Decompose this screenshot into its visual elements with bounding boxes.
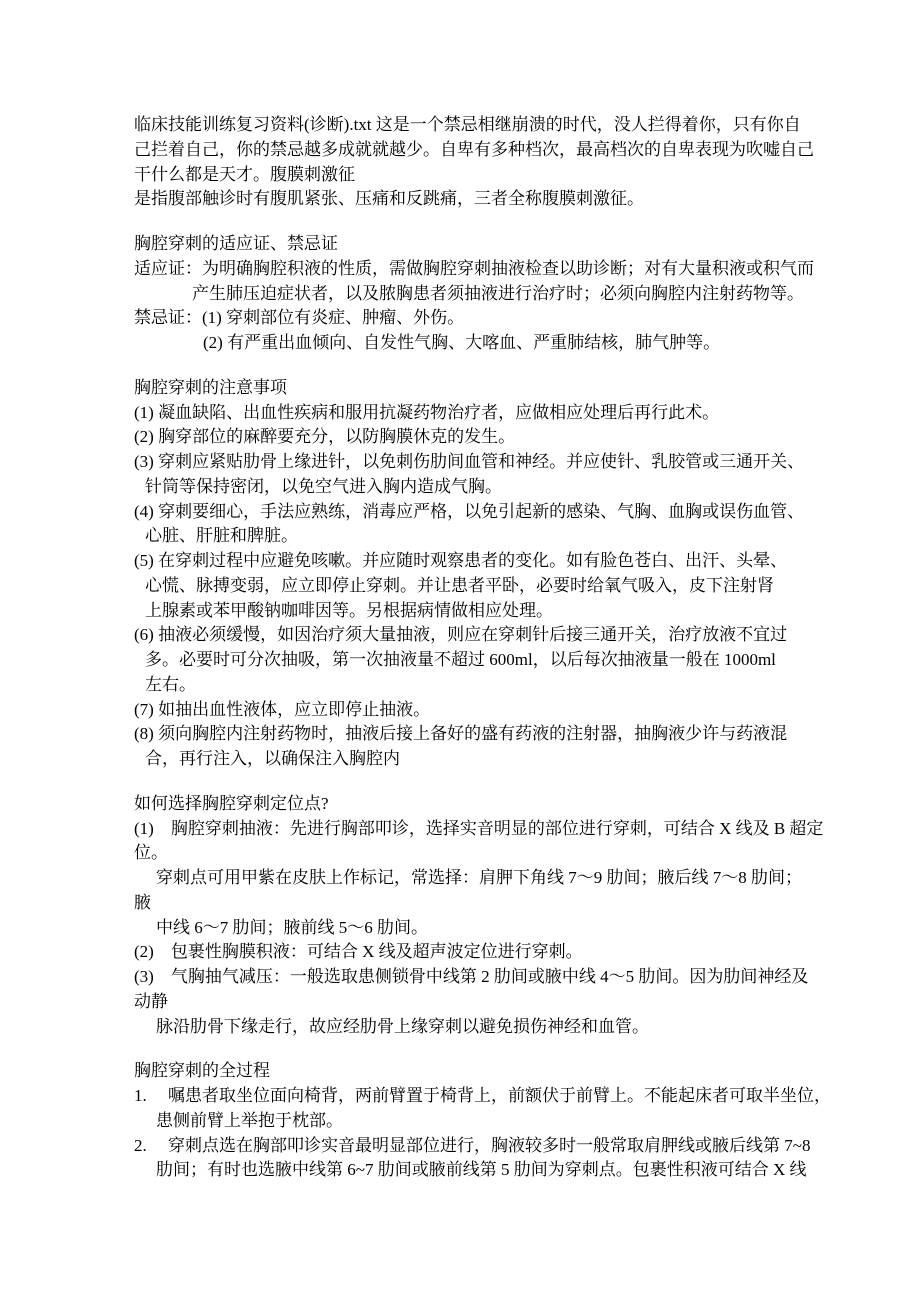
list-item-line: 位。 — [134, 843, 168, 863]
list-item-line: 1. 嘱患者取坐位面向椅背，两前臂置于椅背上，前额伏于前臂上。不能起床者可取半坐位， — [134, 1086, 831, 1105]
document-body — [134, 113, 831, 1183]
list-item-line: 心脏、肝脏和脾脏。 — [145, 526, 298, 546]
list-item-line: 腋 — [134, 892, 151, 912]
section-title-indications: 胸腔穿刺的适应证、禁忌证 — [134, 234, 338, 253]
intro-line: 临床技能训练复习资料(诊断).txt 这是一个禁忌相继崩溃的时代，没人拦得着你，只有你自 — [134, 115, 801, 134]
text-line: 禁忌证：(1) 穿刺部位有炎症、肿瘤、外伤。 — [134, 308, 465, 328]
list-item-line: 上腺素或苯甲酸钠咖啡因等。另根据病情做相应处理。 — [145, 600, 553, 620]
section-gap — [134, 772, 814, 792]
list-item-line: (8) 须向胸腔内注射药物时，抽液后接上备好的盛有药液的注射器，抽胸液少许与药液混 — [134, 724, 788, 744]
list-item-line: (3) 气胸抽气减压：一般选取患侧锁骨中线第 2 肋间或腋中线 4～5 肋间。因为肋间神经及 — [134, 967, 809, 986]
list-item-line: 脉沿肋骨下缘走行，故应经肋骨上缘穿刺以避免损伤神经和血管。 — [156, 1016, 649, 1036]
intro-line: 是指腹部触诊时有腹肌紧张、压痛和反跳痛，三者全称腹膜刺激征。 — [134, 189, 644, 209]
list-item-line: 穿刺点可用甲紫在皮肤上作标记，常选择：肩胛下角线 7～9 肋间；腋后线 7～8 肋间； — [156, 868, 802, 887]
list-item-line: (2) 包裹性胸膜积液：可结合 X 线及超声波定位进行穿刺。 — [134, 942, 583, 962]
list-item-line: (1) 胸腔穿刺抽液：先进行胸部叩诊，选择实音明显的部位进行穿刺，可结合 X 线及 B 超定 — [134, 818, 824, 838]
list-item-line: 合，再行注入，以确保注入胸腔内 — [145, 749, 400, 768]
list-item-line: (6) 抽液必须缓慢，如因治疗须大量抽液，则应在穿刺针后接三通开关，治疗放液不宜过 — [134, 625, 788, 645]
intro-line: 干什么都是天才。腹膜刺激征 — [134, 164, 355, 184]
list-item-line: (4) 穿刺要细心，手法应熟练，消毒应严格，以免引起新的感染、气胸、血胸或误伤血管、 — [134, 501, 805, 521]
list-item-line: 中线 6～7 肋间；腋前线 5～6 肋间。 — [156, 917, 428, 937]
list-item-line: (5) 在穿刺过程中应避免咳嗽。并应随时观察患者的变化。如有脸色苍白、出汗、头晕、 — [134, 551, 788, 570]
list-item-line: 针筒等保持密闭，以免空气进入胸内造成气胸。 — [145, 476, 502, 496]
list-item-line: (3) 穿刺应紧贴肋骨上缘进针，以免刺伤肋间血管和神经。并应使针、乳胶管或三通开关、 — [134, 452, 805, 471]
text-line: 适应证：为明确胸腔积液的性质，需做胸腔穿刺抽液检查以助诊断；对有大量积液或积气而 — [134, 258, 814, 278]
list-item-line: 多。必要时可分次抽吸，第一次抽液量不超过 600ml，以后每次抽液量一般在 1000ml — [145, 650, 776, 669]
list-item-line: 肋间；有时也选腋中线第 6~7 肋间或腋前线第 5 肋间为穿刺点。包裹性积液可结合 X 线 — [156, 1160, 807, 1180]
intro-line: 己拦着自己，你的禁忌越多成就就越少。自卑有多种档次，最高档次的自卑表现为吹嘘自己 — [134, 139, 814, 159]
list-item-line: (2) 胸穿部位的麻醉要充分，以防胸膜休克的发生。 — [134, 427, 516, 447]
list-item-line: 动静 — [134, 991, 168, 1011]
list-item-line: 心慌、脉搏变弱，应立即停止穿刺。并让患者平卧，必要时给氧气吸入，皮下注射肾 — [145, 575, 774, 595]
section-gap — [134, 356, 814, 376]
section-gap — [134, 1039, 814, 1059]
text-line: 产生肺压迫症状者，以及脓胸患者须抽液进行治疗时；必须向胸腔内注射药物等。 — [192, 283, 804, 303]
list-item-line: 患侧前臂上举抱于枕部。 — [156, 1110, 343, 1130]
list-item-line: 左右。 — [145, 674, 196, 694]
list-item-line: 2. 穿刺点选在胸部叩诊实音最明显部位进行，胸液较多时一般常取肩胛线或腋后线第 7~8 — [134, 1135, 811, 1155]
section-gap — [134, 212, 814, 232]
section-title-precautions: 胸腔穿刺的注意事项 — [134, 377, 287, 397]
section-title-site-selection: 如何选择胸腔穿刺定位点? — [134, 793, 329, 813]
section-title-procedure: 胸腔穿刺的全过程 — [134, 1061, 270, 1081]
text-line: (2) 有严重出血倾向、自发性气胸、大喀血、严重肺结核，肺气肿等。 — [203, 333, 721, 352]
list-item-line: (7) 如抽出血性液体，应立即停止抽液。 — [134, 699, 431, 719]
list-item-line: (1) 凝血缺陷、出血性疾病和服用抗凝药物治疗者，应做相应处理后再行此术。 — [134, 402, 720, 422]
